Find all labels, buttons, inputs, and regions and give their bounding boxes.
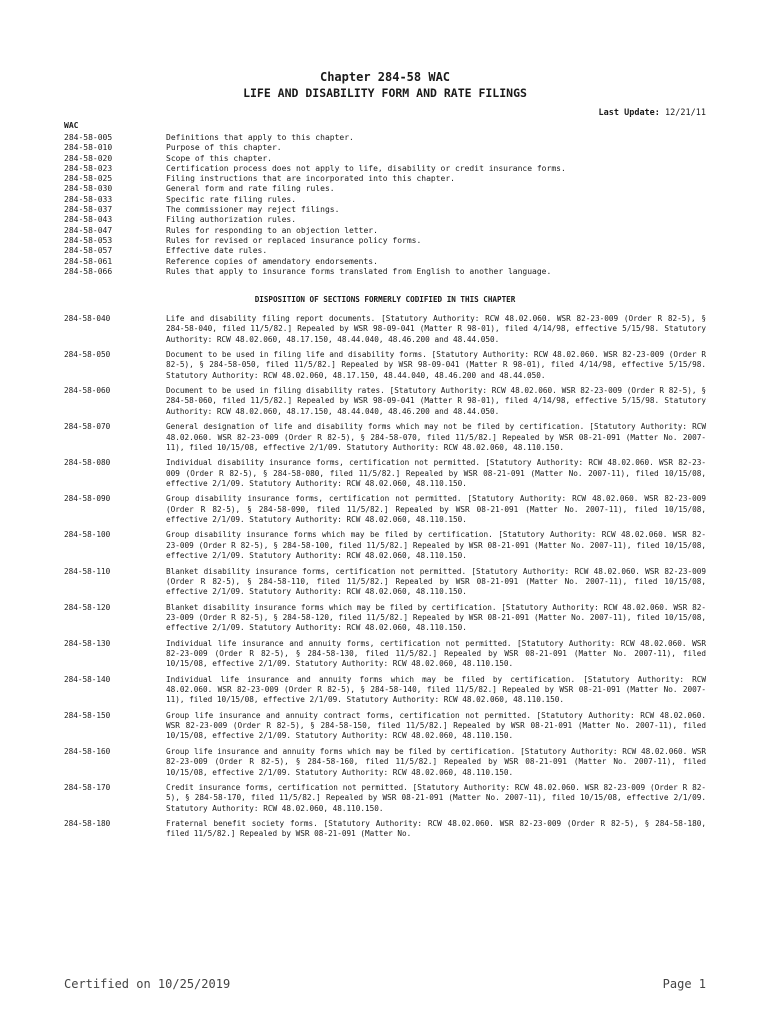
- section-number: 284-58-020: [64, 153, 113, 163]
- disposition-row: [64, 386, 706, 417]
- section-number: 284-58-140: [64, 674, 111, 684]
- section-number: 284-58-030: [64, 184, 113, 194]
- section-title: Definitions that apply to this chapter.: [166, 133, 354, 142]
- section-number: 284-58-160: [64, 746, 111, 756]
- disposition-heading: DISPOSITION OF SECTIONS FORMERLY CODIFIED IN THIS CHAPTER: [254, 295, 516, 304]
- contents-row: [64, 246, 709, 256]
- section-number: 284-58-037: [64, 205, 113, 215]
- contents-row: [64, 215, 709, 225]
- contents-row: [64, 236, 709, 246]
- section-number: 284-58-043: [64, 215, 113, 225]
- section-history: Credit insurance forms, certification not permitted. [Statutory Authority: RCW 48.02.060. WSR 82-23-009 (Order R 82-5), § 284-58-170, filed 11/5/82.] Repealed by WSR 08-21-091 (Matter No. 2007-11), filed 10/15/08, effective 2/1/09. Statutory Authority: RCW 48.02.060, 48.110.150.: [166, 783, 706, 813]
- section-history: Group disability insurance forms which may be filed by certification. [Statutory Authority: RCW 48.02.060. WSR 82-23-009 (Order R 82-5), § 284-58-100, filed 11/5/82.] Repealed by WSR 08-21-091 (Matter No. 2007-11), filed 10/15/08, effective 2/1/09. Statutory Authority: RCW 48.02.060, 48.110.150.: [166, 530, 706, 561]
- table-of-contents: [64, 133, 709, 277]
- section-number: 284-58-180: [64, 819, 111, 829]
- section-number: 284-58-090: [64, 494, 111, 504]
- page-footer: [64, 977, 706, 991]
- section-number: 284-58-023: [64, 163, 113, 173]
- contents-row: [64, 195, 709, 205]
- section-number: 284-58-110: [64, 566, 111, 576]
- disposition-row: [64, 711, 706, 742]
- contents-row: [64, 154, 709, 164]
- section-title: Rules that apply to insurance forms translated from English to another language.: [166, 266, 552, 276]
- contents-row: [64, 205, 709, 215]
- contents-row: [64, 133, 709, 143]
- section-title: Scope of this chapter.: [166, 153, 272, 163]
- section-number: 284-58-005: [64, 133, 113, 142]
- section-number: 284-58-025: [64, 174, 113, 184]
- section-history: Blanket disability insurance forms which may be filed by certification. [Statutory Authority: RCW 48.02.060. WSR 82-23-009 (Order R 82-5), § 284-58-120, filed 11/5/82.] Repealed by WSR 08-21-091 (Matter No. 2007-11), filed 10/15/08, effective 2/1/09. Statutory Authority: RCW 48.02.060, 48.110.150.: [166, 602, 706, 633]
- disposition-row: [64, 639, 706, 670]
- section-number: 284-58-120: [64, 602, 111, 612]
- section-number: 284-58-057: [64, 246, 113, 256]
- section-number: 284-58-040: [64, 314, 111, 323]
- section-number: 284-58-033: [64, 194, 113, 204]
- disposition-row: [64, 603, 706, 634]
- chapter-title: Chapter 284-58 WAC: [319, 70, 451, 84]
- disposition-row: [64, 314, 706, 345]
- section-history: Individual life insurance and annuity forms, certification not permitted. [Statutory Authority: RCW 48.02.060. WSR 82-23-009 (Order R 82-5), § 284-58-130, filed 11/5/82.] Repealed by WSR 08-21-091 (Matter No. 2007-11), filed 10/15/08, effective 2/1/09. Statutory Authority: RCW 48.02.060, 48.110.150.: [166, 638, 706, 669]
- section-title: Reference copies of amendatory endorsements.: [166, 256, 378, 266]
- section-history: Individual life insurance and annuity forms which may be filed by certification. [Statutory Authority: RCW 48.02.060. WSR 82-23-009 (Order R 82-5), § 284-58-140, filed 11/5/82.] Repealed by WSR 08-21-091 (Matter No. 2007-11), filed 10/15/08, effective 2/1/09. Statutory Authority: RCW 48.02.060, 48.110.150.: [166, 674, 706, 705]
- section-number: 284-58-060: [64, 386, 111, 396]
- section-number: 284-58-047: [64, 225, 113, 235]
- section-title: Rules for revised or replaced insurance policy forms.: [166, 235, 422, 245]
- section-number: 284-58-150: [64, 710, 111, 720]
- section-history: General designation of life and disability forms which may not be filed by certification. [Statutory Authority: RCW 48.02.060. WSR 82-23-009 (Order R 82-5), § 284-58-070, filed 11/5/82.] Repealed by WSR 08-21-091 (Matter No. 2007-11), filed 10/15/08, effective 2/1/09. Statutory Authority: RCW 48.02.060, 48.110.150.: [166, 422, 706, 452]
- section-number: 284-58-100: [64, 530, 111, 540]
- section-history: Document to be used in filing life and disability forms. [Statutory Authority: RCW 48.02.060. WSR 82-23-009 (Order R 82-5), § 284-58-050, filed 11/5/82.] Repealed by WSR 98-09-041 (Matter R 98-01), filed 4/14/98, effective 5/15/98. Statutory Authority: RCW 48.02.060, 48.17.150, 48.44.040, 48.46.200 and 48.44.050.: [166, 350, 706, 380]
- disposition-row: [64, 675, 706, 706]
- section-title: Certification process does not apply to life, disability or credit insurance forms.: [166, 163, 566, 173]
- disposition-row: [64, 783, 706, 814]
- contents-row: [64, 257, 709, 267]
- section-number: 284-58-050: [64, 350, 111, 360]
- contents-row: [64, 164, 709, 174]
- disposition-list: [64, 314, 706, 845]
- last-update-label: Last Update:: [598, 108, 660, 118]
- section-number: 284-58-053: [64, 235, 113, 245]
- section-number: 284-58-070: [64, 422, 111, 432]
- section-title: The commissioner may reject filings.: [166, 205, 340, 215]
- disposition-row: [64, 747, 706, 778]
- contents-row: [64, 267, 709, 277]
- section-history: Document to be used in filing disability rates. [Statutory Authority: RCW 48.02.060. WSR 82-23-009 (Order R 82-5), § 284-58-060, filed 11/5/82.] Repealed by WSR 98-09-041 (Matter R 98-01), filed 4/14/98, effective 5/15/98. Statutory Authority: RCW 48.02.060, 48.17.150, 48.44.040, 48.46.200 and 48.44.050.: [166, 386, 706, 416]
- section-title: Effective date rules.: [166, 246, 268, 256]
- section-history: Individual disability insurance forms, certification not permitted. [Statutory Authority: RCW 48.02.060. WSR 82-23-009 (Order R 82-5), § 284-58-080, filed 11/5/82.] Repealed by WSR 08-21-091 (Matter No. 2007-11), filed 10/15/08, effective 2/1/09. Statutory Authority: RCW 48.02.060, 48.110.150.: [166, 458, 706, 488]
- section-history: Fraternal benefit society forms. [Statutory Authority: RCW 48.02.060. WSR 82-23-009 (Order R 82-5), § 284-58-180, filed 11/5/82.] Repealed by WSR 08-21-091 (Matter No.: [166, 819, 706, 839]
- contents-row: [64, 184, 709, 194]
- section-history: Life and disability filing report documents. [Statutory Authority: RCW 48.02.060. WSR 82-23-009 (Order R 82-5), § 284-58-040, filed 11/5/82.] Repealed by WSR 98-09-041 (Matter R 98-01), filed 4/14/98, effective 5/15/98. Statutory Authority: RCW 48.02.060, 48.17.150, 48.44.040, 48.46.200 and 48.44.050.: [166, 314, 706, 344]
- disposition-row: [64, 819, 706, 840]
- contents-row: [64, 174, 709, 184]
- page-number: Page 1: [662, 977, 706, 991]
- contents-row: [64, 226, 709, 236]
- section-title: Specific rate filing rules.: [166, 194, 297, 204]
- disposition-row: [64, 530, 706, 561]
- section-number: 284-58-066: [64, 266, 113, 276]
- section-history: Group disability insurance forms, certification not permitted. [Statutory Authority: RCW 48.02.060. WSR 82-23-009 (Order R 82-5), § 284-58-090, filed 11/5/82.] Repealed by WSR 08-21-091 (Matter No. 2007-11), filed 10/15/08, effective 2/1/09. Statutory Authority: RCW 48.02.060, 48.110.150.: [166, 494, 706, 524]
- wac-label: WAC: [64, 121, 79, 130]
- contents-row: [64, 143, 709, 153]
- section-number: 284-58-170: [64, 783, 111, 793]
- section-history: Blanket disability insurance forms, certification not permitted. [Statutory Authority: RCW 48.02.060. WSR 82-23-009 (Order R 82-5), § 284-58-110, filed 11/5/82.] Repealed by WSR 08-21-091 (Matter No. 2007-11), filed 10/15/08, effective 2/1/09. Statutory Authority: RCW 48.02.060, 48.110.150.: [166, 566, 706, 597]
- section-title: Purpose of this chapter.: [166, 143, 282, 153]
- section-history: Group life insurance and annuity forms which may be filed by certification. [Statutory Authority: RCW 48.02.060. WSR 82-23-009 (Order R 82-5), § 284-58-160, filed 11/5/82.] Repealed by WSR 08-21-091 (Matter No. 2007-11), filed 10/15/08, effective 2/1/09. Statutory Authority: RCW 48.02.060, 48.110.150.: [166, 746, 706, 777]
- disposition-row: [64, 494, 706, 525]
- last-update: [599, 108, 707, 118]
- section-number: 284-58-080: [64, 458, 111, 468]
- disposition-row: [64, 350, 706, 381]
- section-number: 284-58-130: [64, 638, 111, 648]
- disposition-row: [64, 567, 706, 598]
- section-title: General form and rate filing rules.: [166, 184, 335, 194]
- section-title: Filing authorization rules.: [166, 215, 297, 225]
- chapter-subtitle: LIFE AND DISABILITY FORM AND RATE FILINGS: [243, 86, 527, 100]
- section-history: Group life insurance and annuity contract forms, certification not permitted. [Statutory Authority: RCW 48.02.060. WSR 82-23-009 (Order R 82-5), § 284-58-150, filed 11/5/82.] Repealed by WSR 08-21-091 (Matter No. 2007-11), filed 10/15/08, effective 2/1/09. Statutory Authority: RCW 48.02.060, 48.110.150.: [166, 710, 706, 741]
- section-title: Rules for responding to an objection letter.: [166, 225, 378, 235]
- section-number: 284-58-010: [64, 143, 113, 153]
- certified-date: Certified on 10/25/2019: [64, 977, 231, 991]
- section-number: 284-58-061: [64, 256, 113, 266]
- last-update-value: 12/21/11: [665, 108, 706, 118]
- section-title: Filing instructions that are incorporated into this chapter.: [166, 174, 455, 184]
- disposition-row: [64, 458, 706, 489]
- disposition-row: [64, 422, 706, 453]
